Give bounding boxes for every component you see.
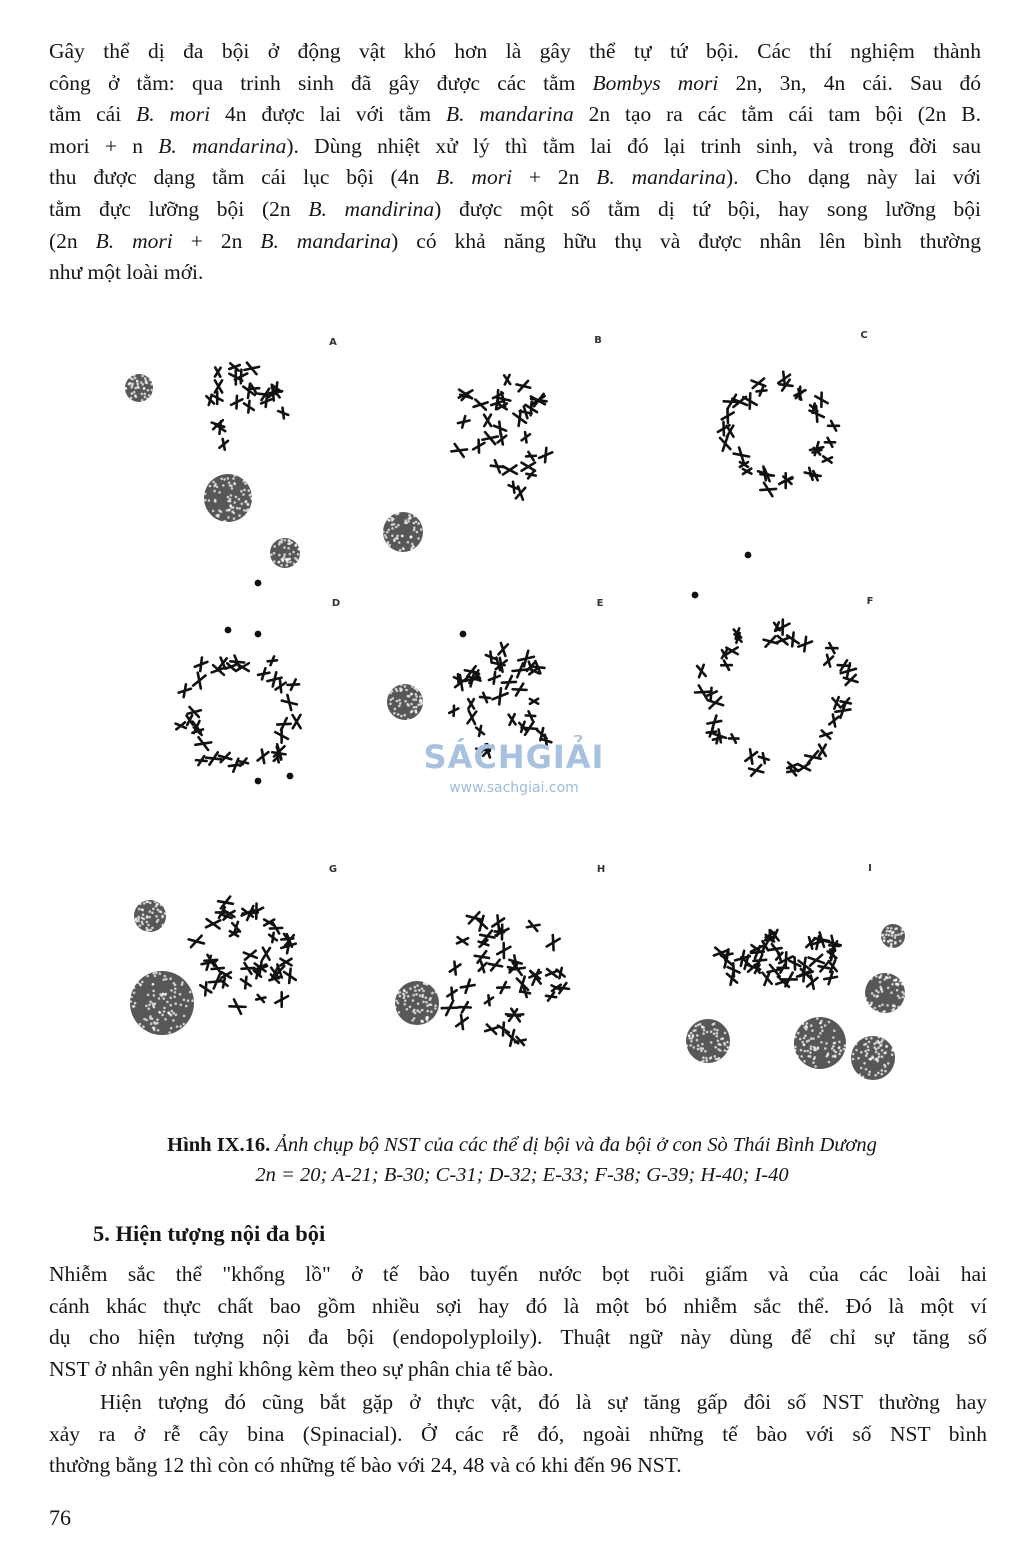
chromosome-mark: [782, 477, 792, 484]
chromosome-mark: [829, 960, 837, 972]
nucleus-blob: [387, 683, 423, 720]
chromosome-mark: [526, 452, 536, 460]
stray-dot: [460, 631, 467, 638]
watermark: [409, 738, 619, 796]
chromosome-mark: [456, 1015, 468, 1029]
panel-letter-g: G: [328, 864, 338, 875]
chromosome-mark: [293, 715, 301, 728]
chromosome-mark: [480, 693, 490, 702]
chromosome-mark: [497, 982, 509, 993]
chromosome-mark: [509, 482, 519, 493]
spread-panel-d: [176, 656, 301, 772]
chromosome-mark: [236, 663, 249, 671]
chromosome-mark: [547, 935, 560, 950]
chromosome-mark: [476, 726, 484, 736]
chromosome-mark: [522, 432, 530, 442]
text-line: tằm đực lưỡng bội (2n B. mandirina) được một số tằm dị tứ bội, hay song lưỡng bội: [49, 196, 981, 221]
chromosome-mark: [244, 401, 254, 413]
panel-letter-d: D: [331, 598, 341, 609]
chromosome-mark: [726, 647, 737, 654]
chromosome-mark: [828, 421, 839, 431]
chromosome-mark: [458, 416, 470, 427]
text-line: như một loài mới.: [49, 260, 204, 285]
chromosome-mark: [447, 988, 456, 999]
chromosome-mark: [485, 1025, 498, 1034]
nucleus-blob: [394, 981, 439, 1025]
chromosome-mark: [275, 680, 285, 692]
chromosome-mark: [764, 636, 778, 647]
chromosome-mark: [539, 448, 552, 462]
stray-dot: [255, 631, 262, 638]
chromosome-mark: [729, 734, 739, 743]
chromosome-mark: [749, 765, 763, 776]
spread-panel-b: [451, 375, 552, 500]
chromosome-mark: [284, 969, 296, 983]
chromosome-mark: [774, 622, 780, 631]
chromosome-mark: [262, 948, 269, 960]
section-heading: 5. Hiện tượng nội đa bội: [93, 1221, 326, 1246]
chromosome-mark: [220, 978, 227, 987]
chromosome-mark: [275, 992, 288, 1006]
caption-text: Ảnh chụp bộ NST của các thể dị bội và đa bội ở con Sò Thái Bình Dương: [275, 1134, 877, 1156]
chromosome-mark: [787, 632, 799, 646]
chromosome-mark: [824, 972, 837, 984]
chromosome-mark: [522, 463, 535, 471]
text-line: Nhiễm sắc thể "khổng lồ" ở tế bào tuyến nước bọt ruồi giấm và của các loài hai: [49, 1262, 987, 1286]
nucleus-blob: [270, 538, 301, 568]
nucleus-blob: [881, 924, 906, 949]
chromosome-mark: [504, 375, 510, 384]
panel-letter-f: F: [866, 596, 874, 607]
chromosome-mark: [269, 933, 277, 942]
chromosome-mark: [288, 679, 300, 689]
chromosome-mark: [727, 426, 734, 437]
chromosome-mark: [743, 393, 756, 408]
chromosome-mark: [760, 483, 776, 496]
chromosome-mark: [529, 668, 539, 675]
panel-letter-c: C: [860, 330, 868, 341]
chromosome-mark: [721, 661, 732, 670]
page-number: 76: [49, 1505, 71, 1530]
watermark-url: www.sachgiai.com: [449, 780, 579, 796]
chromosome-mark: [759, 753, 769, 763]
text-line: NST ở nhân yên nghỉ không kèm theo sự phân chia tế bào.: [49, 1356, 554, 1381]
text-line: dụ cho hiện tượng nội đa bội (endopolyploily). Thuật ngữ này dùng để chỉ sự tăng số: [49, 1325, 987, 1350]
chromosome-mark: [762, 972, 771, 985]
chromosome-mark: [777, 636, 789, 644]
chromosome-mark: [776, 952, 782, 961]
chromosome-mark: [457, 937, 468, 944]
chromosome-mark: [720, 436, 730, 450]
chromosome-mark: [826, 643, 837, 653]
chromosome-mark: [188, 707, 201, 717]
spread-panel-f: [695, 619, 858, 775]
chromosome-mark: [275, 728, 288, 742]
chromosome-mark: [277, 718, 290, 730]
caption-line-2: [60, 1160, 984, 1190]
chromosome-mark: [824, 655, 833, 667]
text-line: mori + n B. mandarina). Dùng nhiệt xử lý thì tằm lai đó lại trinh sinh, và trong đời sau: [49, 133, 982, 158]
text-line: công ở tằm: qua trinh sinh đã gây được các tằm Bombys mori 2n, 3n, 4n cái. Sau đó: [49, 70, 982, 95]
chromosome-mark: [195, 658, 208, 671]
text-line: cánh khác thực chất bao gồm nhiều sợi hay đó là một bó nhiễm sắc thể. Đó là một ví: [49, 1293, 987, 1318]
stray-dot: [287, 773, 294, 780]
chromosome-mark: [513, 684, 527, 696]
caption-line-1: [60, 1130, 984, 1160]
spread-panel-c: [718, 372, 839, 496]
panel-letter-a: A: [329, 337, 337, 348]
chromosome-mark: [489, 672, 500, 684]
chromosome-mark: [789, 957, 800, 969]
chromosome-mark: [526, 471, 535, 478]
chromosome-mark: [516, 381, 530, 391]
text-line: tằm cái B. mori 4n được lai với tằm B. mandarina 2n tạo ra các tằm cái tam bội (2n B.: [49, 102, 982, 127]
chromosome-mark: [745, 749, 757, 763]
chromosome-mark: [497, 943, 510, 958]
chromosome-mark: [484, 415, 491, 426]
chromosome-mark: [215, 380, 222, 392]
chromosome-mark: [219, 658, 227, 669]
chromosome-mark: [798, 763, 810, 771]
chromosome-mark: [468, 699, 474, 709]
chromosome-mark: [459, 1002, 471, 1012]
chromosome-mark: [189, 936, 204, 948]
chromosome-mark: [449, 706, 458, 716]
chromosome-mark: [546, 992, 556, 1000]
panel-letter-b: B: [594, 335, 602, 346]
nucleus-blob: [686, 1019, 730, 1063]
chromosome-mark: [707, 716, 721, 729]
nucleus-blob: [124, 374, 153, 402]
chromosome-mark: [442, 1001, 458, 1015]
spread-panel-g: [189, 897, 296, 1014]
watermark-logo: SÁCHGIẢI: [423, 738, 605, 776]
stray-dot: [255, 778, 262, 785]
chromosome-mark: [486, 652, 496, 663]
nucleus-blob: [130, 971, 195, 1035]
chromosome-mark: [221, 972, 230, 978]
chromosome-mark: [530, 699, 538, 704]
chromosome-mark: [226, 663, 235, 670]
text-line: (2n B. mori + 2n B. mandarina) có khả năng hữu thụ và được nhân lên bình thường: [49, 228, 981, 253]
chromosome-mark: [451, 444, 467, 457]
chromosome-mark: [805, 751, 821, 763]
caption-counts: 2n = 20; A-21; B-30; C-31; D-32; E-33; F-38; G-39; H-40; I-40: [255, 1164, 789, 1186]
chromosome-mark: [695, 685, 711, 698]
chromosome-mark: [244, 951, 257, 960]
chromosome-mark: [819, 745, 826, 756]
chromosome-mark: [815, 393, 827, 407]
chromosome-mark: [200, 982, 211, 995]
chromosome-mark: [798, 637, 812, 651]
figure-caption: [60, 1130, 984, 1190]
chromosome-mark: [743, 469, 752, 474]
chromosome-mark: [509, 714, 516, 725]
chromosome-mark: [468, 711, 477, 724]
chromosome-mark: [770, 944, 782, 954]
chromosome-mark: [546, 969, 558, 977]
chromosome-mark: [474, 399, 488, 409]
chromosome-figure: [0, 318, 1024, 1118]
chromosome-mark: [282, 695, 297, 710]
chromosome-mark: [498, 434, 507, 445]
chromosome-mark: [219, 753, 231, 762]
intro-paragraph: [49, 36, 981, 289]
spread-panel-i: [714, 930, 841, 989]
nucleus-blob: [204, 474, 253, 523]
nucleus-blob: [382, 512, 423, 552]
chromosome-mark: [280, 959, 291, 966]
chromosome-mark: [697, 665, 706, 677]
chromosome-mark: [734, 448, 750, 463]
chromosome-mark: [193, 673, 205, 689]
chromosome-mark: [206, 919, 220, 928]
chromosome-mark: [527, 921, 540, 931]
chromosome-mark: [485, 995, 493, 1005]
spread-panel-a: [206, 363, 288, 450]
stray-dot: [255, 580, 262, 587]
chromosome-mark: [823, 456, 832, 462]
chromosome-mark: [473, 440, 484, 453]
chromosome-mark: [241, 977, 251, 989]
nucleus-blob: [134, 900, 166, 932]
chromosome-mark: [187, 715, 193, 725]
chromosome-mark: [498, 643, 507, 656]
chromosome-mark: [229, 999, 245, 1013]
chromosome-mark: [825, 438, 835, 447]
chromosome-mark: [219, 439, 228, 450]
chromosome-mark: [557, 983, 569, 993]
stray-dot: [745, 552, 752, 559]
chromosome-mark: [461, 980, 475, 993]
chromosome-mark: [809, 955, 824, 966]
panel-letter-e: E: [596, 598, 604, 609]
text-line: xảy ra ở rễ cây bina (Spinacial). Ở các rễ đó, ngoài những tế bào với số NST bình: [49, 1421, 987, 1446]
nucleus-blob: [794, 1017, 846, 1069]
stray-dot: [225, 627, 232, 634]
chromosome-mark: [826, 936, 841, 951]
chromosome-mark: [258, 389, 272, 400]
caption-label: Hình IX.16.: [167, 1134, 271, 1156]
chromosome-mark: [195, 737, 211, 750]
chromosome-mark: [517, 977, 528, 992]
panel-letter-i: I: [868, 863, 872, 874]
chromosome-mark: [502, 676, 516, 689]
chromosome-mark: [493, 688, 508, 704]
text-line: thu được dạng tằm cái lục bội (4n B. mori + 2n B. mandarina). Cho dạng này lai với: [49, 165, 982, 190]
chromosome-mark: [215, 368, 221, 377]
chromosome-mark: [256, 995, 265, 1002]
chromosome-mark: [526, 711, 535, 720]
chromosome-mark: [258, 750, 269, 764]
chromosome-mark: [450, 962, 461, 975]
chromosome-mark: [229, 363, 239, 370]
panel-letter-h: H: [596, 864, 606, 875]
chromosome-mark: [809, 406, 823, 422]
chromosome-mark: [489, 960, 502, 971]
text-line: thường bằng 12 thì còn có những tế bào với 24, 48 và có khi đến 96 NST.: [49, 1453, 682, 1478]
chromosome-mark: [503, 465, 517, 474]
chromosome-mark: [832, 697, 840, 709]
chromosome-mark: [756, 386, 766, 395]
chromosome-mark: [479, 962, 487, 973]
chromosome-mark: [829, 714, 839, 726]
chromosome-mark: [206, 752, 221, 764]
chromosome-mark: [820, 730, 831, 738]
chromosome-mark: [176, 722, 186, 729]
text-line: Gây thể dị đa bội ở động vật khó hơn là gây thể tự tứ bội. Các thí nghiệm thành: [49, 39, 981, 63]
chromosome-mark: [258, 668, 269, 679]
chromosome-mark: [278, 408, 288, 419]
nucleus-blob: [865, 973, 906, 1013]
spread-panel-h: [442, 912, 569, 1046]
chromosome-mark: [819, 963, 830, 971]
text-line: Hiện tượng đó cũng bắt gặp ở thực vật, đó là sự tăng gấp đôi số NST thường hay: [100, 1390, 987, 1414]
chromosome-mark: [268, 656, 277, 665]
chromosome-mark: [179, 684, 191, 697]
endopolyploidy-paragraph: [49, 1259, 987, 1385]
stray-dot: [692, 592, 699, 599]
chromosome-mark: [494, 422, 506, 435]
chromosome-mark: [231, 396, 242, 409]
chromosome-mark: [241, 963, 254, 974]
nucleus-blob: [851, 1036, 895, 1080]
chromosome-mark: [727, 972, 737, 985]
spinach-paragraph: [49, 1387, 987, 1482]
